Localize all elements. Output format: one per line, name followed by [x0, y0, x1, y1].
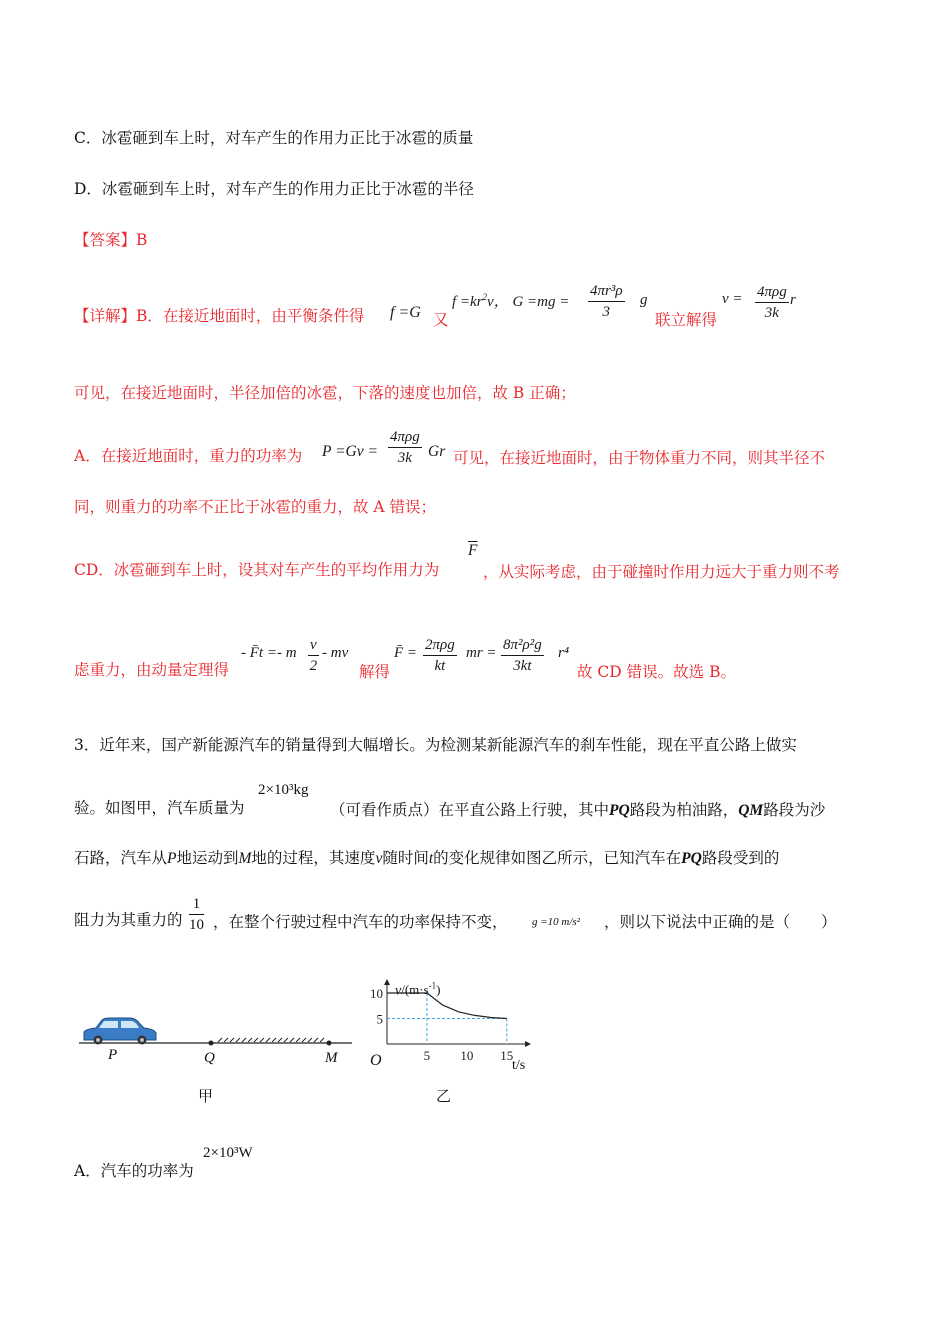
- line-a-prefix: A．在接近地面时，重力的功率为: [74, 447, 303, 465]
- q3-line4-suffix: ，则以下说法中正确的是（ ）: [604, 913, 837, 931]
- point-m-label: M: [325, 1050, 338, 1066]
- gravel-hatch: [218, 1038, 324, 1042]
- y-axis-label: $v/(m\cdot s^{-1})$: [395, 981, 441, 999]
- conclusion-b: 可见，在接近地面时，半径加倍的冰雹，下落的速度也加倍，故 B 正确；: [74, 384, 576, 402]
- eq-avgforce-mid: mr =: [466, 645, 497, 661]
- q3-line4-mid: ，在整个行驶过程中汽车的功率保持不变，: [213, 913, 508, 931]
- answer-label: 【答案】B: [74, 231, 148, 249]
- x-axis-arrow: [525, 1041, 531, 1047]
- q3-fraction: $\frac{1}{10}$: [189, 896, 204, 933]
- q3-line2-rest: （可看作质点）在平直公路上行驶，其中PQ路段为柏油路，QM路段为沙: [330, 801, 826, 819]
- line-cd-prefix: CD．冰雹砸到车上时，设其对车产生的平均作用力为: [74, 561, 440, 579]
- q3-line4-prefix: 阻力为其重力的: [74, 911, 183, 929]
- x-axis-label: t/s: [512, 1058, 526, 1073]
- y-tick-5: 5: [376, 1011, 383, 1027]
- you-text: 又: [433, 311, 449, 329]
- eq-momentum-fraction: $\frac{v}{2}$: [309, 637, 318, 674]
- eq-v-fraction: 4πρg 3k: [757, 284, 787, 321]
- eq-avgforce-fraction: 2πρg kt: [425, 637, 455, 674]
- q3-g-value: g =10 m/s²: [532, 916, 581, 928]
- jiede-text: 解得: [359, 663, 391, 681]
- figure-label-yi: 乙: [436, 1087, 452, 1105]
- q3-line1: 3．近年来，国产新能源汽车的销量得到大幅增长。为检测某新能源汽车的刹车性能，现在平直公路上做实: [74, 736, 797, 754]
- line-cd2-prefix: 虑重力，由动量定理得: [74, 661, 230, 679]
- eq-momentum-b: - mv: [322, 645, 349, 661]
- y-axis-arrow: [384, 979, 390, 985]
- eq-power-rhs: Gr: [428, 443, 446, 460]
- x-tick-15: 15: [500, 1048, 514, 1063]
- point-q-dot: [209, 1041, 214, 1046]
- q3-mass: 2×10³kg: [258, 782, 309, 798]
- lianli-text: 联立解得: [655, 311, 718, 329]
- q3-line2-prefix: 验。如图甲，汽车质量为: [74, 799, 245, 817]
- line-cd2-suffix: 故 CD 错误。故选 B。: [577, 663, 736, 681]
- option-d: D．冰雹砸到车上时，对车产生的作用力正比于冰雹的半径: [74, 180, 474, 198]
- point-p-label: P: [108, 1047, 118, 1063]
- line-cd-suffix: ，从实际考虑，由于碰撞时作用力远大于重力则不考: [483, 563, 840, 581]
- q3-line3: 石路，汽车从P地运动到M地的过程，其速度v随时间t的变化规律如图乙所示，已知汽车在PQ路段受到的: [74, 849, 780, 867]
- car-icon: [84, 1018, 156, 1045]
- eq-drag: $f =kr^2v$， G =mg =: [452, 292, 570, 310]
- point-q-label: Q: [204, 1050, 215, 1066]
- eq-r: r: [790, 292, 796, 308]
- figure-label-jia: 甲: [198, 1087, 214, 1105]
- option-a-value: 2×10³W: [203, 1145, 253, 1161]
- detail-prefix: 【详解】B．在接近地面时，由平衡条件得: [74, 307, 365, 325]
- eq-mass-fraction: $\frac{\text{4πr³ρ}}{3}$: [590, 283, 623, 320]
- eq-avgforce-fraction2: $\frac{\text{8π²ρ²g}}{3kt}$: [503, 637, 542, 674]
- y-tick-10: 10: [370, 986, 383, 1001]
- option-c: C．冰雹砸到车上时，对车产生的作用力正比于冰雹的质量: [74, 129, 474, 147]
- eq-power-lhs: P =Gv =: [322, 443, 378, 460]
- eq-avgforce-r4: r⁴: [558, 645, 570, 661]
- line-a-suffix: 可见，在接近地面时，由于物体重力不同，则其半径不: [453, 449, 826, 467]
- eq-avgforce-lhs: F̄ =: [394, 645, 418, 661]
- origin-label: O: [370, 1052, 382, 1069]
- eq-v-lhs: v =: [722, 291, 743, 307]
- eq-g: g: [640, 292, 648, 308]
- eq-power-fraction: 4πρg 3k: [390, 429, 420, 466]
- avg-force-symbol: $\overline{F}$: [468, 542, 478, 559]
- option-a-prefix: A．汽车的功率为: [74, 1162, 194, 1180]
- x-tick-10: 10: [460, 1048, 474, 1063]
- eq-f-equals-g: f =G: [390, 304, 421, 321]
- point-m-dot: [327, 1041, 332, 1046]
- eq-momentum-a: - F̄t =- m: [241, 645, 297, 661]
- x-tick-5: 5: [423, 1048, 431, 1063]
- line-a-second: 同，则重力的功率不正比于冰雹的重力，故 A 错误；: [74, 498, 437, 516]
